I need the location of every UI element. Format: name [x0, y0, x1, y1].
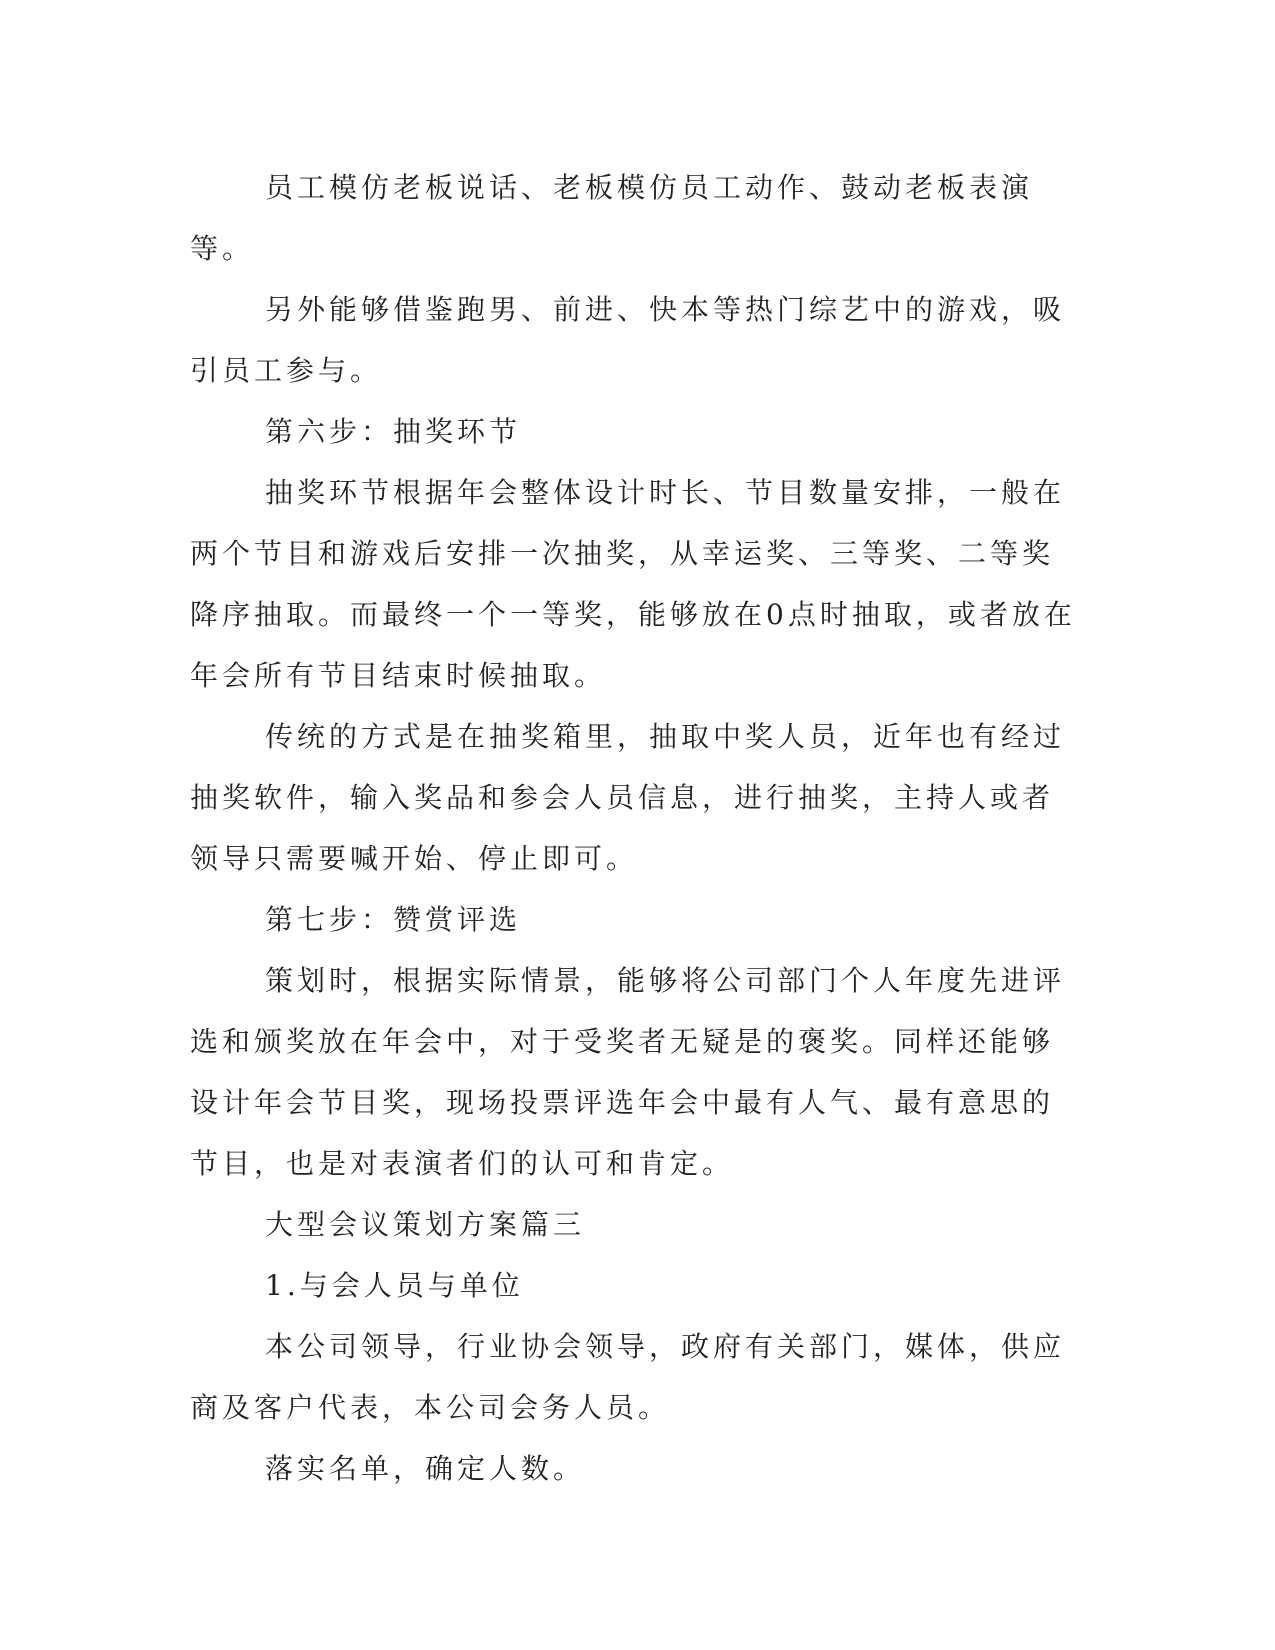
paragraph-lottery-method: 传统的方式是在抽奖箱里，抽取中奖人员，近年也有经过抽奖软件，输入奖品和参会人员信息，进行抽奖，主持人或者领导只需要喊开始、停止即可。 — [190, 720, 1066, 875]
paragraph-lottery-schedule: 抽奖环节根据年会整体设计时长、节目数量安排，一般在两个节目和游戏后安排一次抽奖，从幸运奖、三等奖、二等奖降序抽取。而最终一个一等奖，能够放在0点时抽取，或者放在年会所有节目结束时候抽取。 — [190, 476, 1076, 692]
paragraph-confirm-headcount: 落实名单，确定人数。 — [265, 1452, 586, 1485]
heading-plan-part-three: 大型会议策划方案篇三 — [265, 1208, 586, 1241]
heading-attendees: 1.与会人员与单位 — [265, 1269, 524, 1302]
paragraph-boss-imitation: 员工模仿老板说话、老板模仿员工动作、鼓动老板表演等。 — [190, 171, 1034, 265]
paragraph-award-selection: 策划时，根据实际情景，能够将公司部门个人年度先进评选和颁奖放在年会中，对于受奖者无疑是的褒奖。同样还能够设计年会节目奖，现场投票评选年会中最有人气、最有意思的节目，也是对表演者们的认可和肯定。 — [190, 964, 1066, 1180]
document-body — [190, 157, 1080, 1499]
heading-step-six: 第六步：抽奖环节 — [265, 415, 522, 448]
heading-step-seven: 第七步：赞赏评选 — [265, 903, 522, 936]
paragraph-attendee-list: 本公司领导，行业协会领导，政府有关部门，媒体，供应商及客户代表，本公司会务人员。 — [190, 1330, 1066, 1424]
paragraph-variety-games: 另外能够借鉴跑男、前进、快本等热门综艺中的游戏，吸引员工参与。 — [190, 293, 1066, 387]
